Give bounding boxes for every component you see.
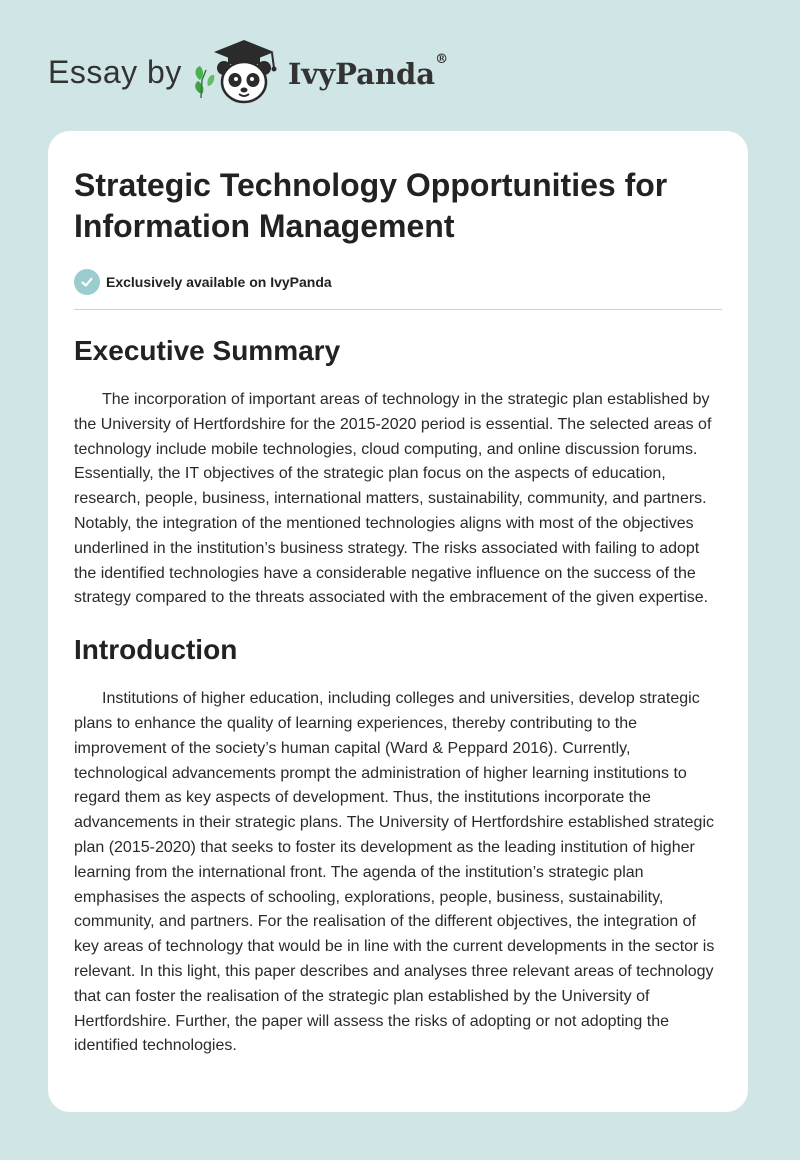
essay-by-label: Essay by (48, 53, 182, 90)
panda-logo-icon[interactable] (192, 36, 284, 108)
essay-card (48, 131, 748, 1112)
brand-name[interactable]: IvyPanda® (287, 52, 449, 91)
badge-label: Exclusively available on IvyPanda (106, 274, 332, 290)
exclusive-badge (74, 269, 722, 295)
section-paragraph: The incorporation of important areas of technology in the strategic plan established by the University of Hertfordshire for the 2015-2020 period is essential. The selected areas of technology include mobile technologies, cloud computing, and online discussion forums. Essentially, the IT objectives of the strategic plan focus on the aspects of education, research, people, business, international matters, sustainability, community, and partners. Notably, the integration of the mentioned technologies aligns with most of the objectives underlined in the institution’s business strategy. The risks associated with failing to adopt the identified technologies have a considerable negative influence on the success of the strategy compared to the threats associated with the embracement of the given expertise. (74, 391, 712, 607)
section-executive-summary (74, 334, 722, 611)
section-paragraph: Institutions of higher education, including colleges and universities, develop strategic plans to enhance the quality of learning experiences, thereby contributing to the improvement of the society’s human capital (Ward & Peppard 2016). Currently, technological advancements prompt the administration of higher learning institutions to regard them as key aspects of development. Thus, the institutions incorporate the advancements in their strategic plans. The University of Hertfordshire established strategic plan (2015-2020) that seeks to foster its development as the leading institution of higher learning from the international front. The agenda of the institution’s strategic plan emphasises the aspects of schooling, explorations, people, business, sustainability, community, and partners. For the realisation of the different objectives, the integration of key areas of technology that would be in line with the current developments in the sector is relevant. In this light, this paper describes and analyses three relevant areas of technology that can foster the realisation of the strategic plan established by the University of Hertfordshire. Further, the paper will assess the risks of adopting or not adopting the identified technologies. (74, 690, 715, 1055)
section-heading: Executive Summary (74, 335, 341, 366)
page-title: Strategic Technology Opportunities for Information Management (74, 167, 668, 244)
section-introduction (74, 633, 722, 1059)
section-heading: Introduction (74, 634, 238, 666)
registered-mark: ® (435, 52, 449, 68)
divider (74, 309, 722, 310)
site-header (48, 36, 448, 108)
check-icon (74, 269, 100, 295)
